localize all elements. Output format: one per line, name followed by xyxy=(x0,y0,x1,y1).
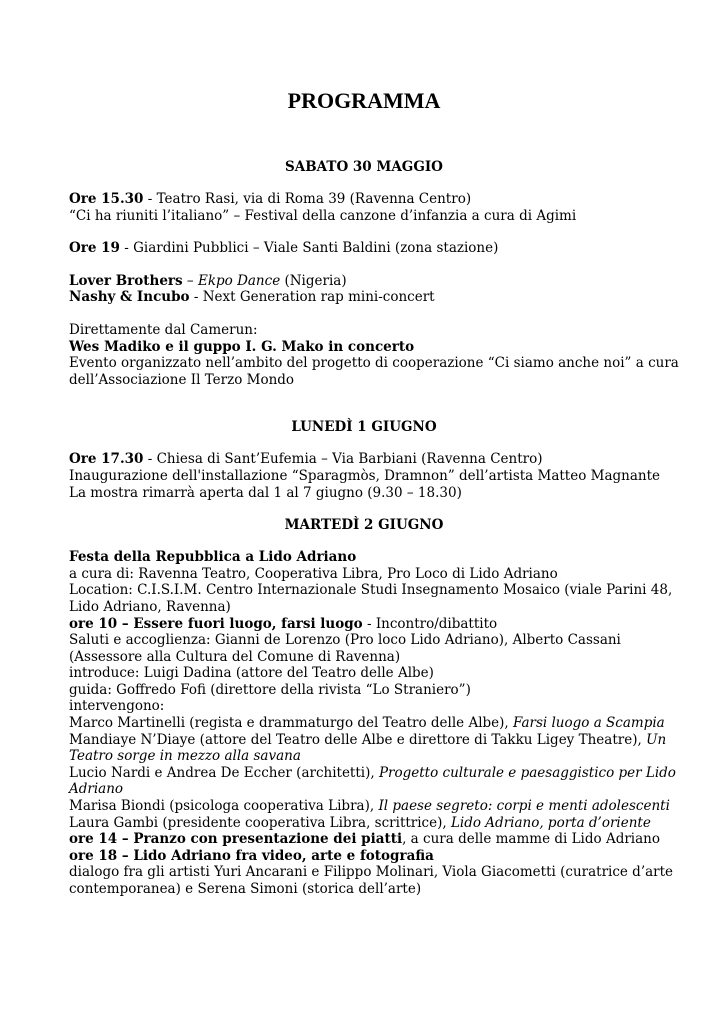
speaker-text: Marco Martinelli (regista e drammaturgo del Teatro delle Albe), xyxy=(69,715,513,732)
talk-title: Adriano xyxy=(69,781,124,798)
performer-description: - Next Generation rap mini-concert xyxy=(189,289,435,306)
talk-title: Lido Adriano, porta d’oriente xyxy=(450,814,651,831)
speaker-entry xyxy=(69,715,665,732)
event-time-place xyxy=(69,191,659,208)
talk-title: Farsi luogo a Scampia xyxy=(513,715,665,732)
camerun-description-line: dell’Associazione Il Terzo Mondo xyxy=(69,371,295,388)
speakers-line: (Assessore alla Cultura del Comune di Ravenna) xyxy=(69,648,401,665)
session-line xyxy=(69,848,659,865)
event-place: - Chiesa di Sant’Eufemia – Via Barbiani (Ravenna Centro) xyxy=(143,451,543,468)
programme-document xyxy=(69,88,679,898)
speaker-text: Laura Gambi (presidente cooperativa Libra, scrittrice), xyxy=(69,814,451,831)
session-line xyxy=(69,831,659,848)
speakers-line: intervengono: xyxy=(69,698,165,715)
day-heading-sabato: SABATO 30 MAGGIO xyxy=(285,159,443,175)
session-detail: , a cura delle mamme di Lido Adriano xyxy=(402,831,660,848)
speaker-text: Lucio Nardi e Andrea De Eccher (architetti), xyxy=(69,764,379,781)
event-time: Ore 15.30 xyxy=(69,191,144,207)
talk-title: Un xyxy=(646,731,667,748)
session-type: - Incontro/dibattito xyxy=(362,615,498,632)
event-time: Ore 19 xyxy=(69,240,120,257)
dialogue-line: contemporanea) e Serena Simoni (storica dell’arte) xyxy=(69,881,422,897)
event-time-place xyxy=(69,451,659,468)
performer-line xyxy=(69,289,659,306)
event-description: La mostra rimarrà aperta dal 1 al 7 giugno (9.30 – 18.30) xyxy=(69,484,462,501)
concert-title-text: Wes Madiko e il guppo I. G. Mako in concerto xyxy=(69,338,415,355)
location-line: Lido Adriano, Ravenna) xyxy=(69,598,231,615)
camerun-intro: Direttamente dal Camerun: xyxy=(69,321,258,338)
event-description: “Ci ha riuniti l’italiano” – Festival della canzone d’infanzia a cura di Agimi xyxy=(69,207,577,224)
location-line: Location: C.I.S.I.M. Centro Internazionale Studi Insegnamento Mosaico (viale Parini 48, xyxy=(69,582,673,599)
speakers-line: guida: Goffredo Fofi (direttore della rivista “Lo Straniero”) xyxy=(69,681,471,698)
session-title: ore 14 – Pranzo con presentazione dei piatti xyxy=(69,831,403,848)
session-title: ore 10 – Essere fuori luogo, farsi luogo xyxy=(69,615,363,632)
session-line xyxy=(69,616,659,633)
separator: – xyxy=(182,272,198,289)
speaker-entry xyxy=(69,798,670,815)
event-time: Ore 17.30 xyxy=(69,451,144,468)
festa-title-text: Festa della Repubblica a Lido Adriano xyxy=(69,549,357,566)
festa-title xyxy=(69,549,659,566)
speaker-entry xyxy=(69,815,659,832)
performer-name: Nashy & Incubo xyxy=(69,289,190,306)
performer-origin: (Nigeria) xyxy=(280,272,347,289)
event-description: Inaugurazione dell'installazione “Sparagmòs, Dramnon” dell’artista Matteo Magnante xyxy=(69,467,661,484)
day-heading-lunedi: LUNEDÌ 1 GIUGNO xyxy=(291,419,437,436)
talk-title: Il paese segreto: corpi e menti adolescenti xyxy=(378,798,670,815)
speaker-entry xyxy=(69,731,667,749)
concert-title xyxy=(69,339,659,356)
performer-name: Lover Brothers xyxy=(69,272,183,289)
performer-line xyxy=(69,273,659,290)
camerun-description-line: Evento organizzato nell’ambito del progetto di cooperazione “Ci siamo anche noi” a cura xyxy=(69,355,679,372)
speaker-text: Mandiaye N’Diaye (attore del Teatro delle Albe e direttore di Takku Ligey Theatre), xyxy=(69,731,647,748)
event-time-place xyxy=(69,240,659,257)
organizers-line: a cura di: Ravenna Teatro, Cooperativa Libra, Pro Loco di Lido Adriano xyxy=(69,565,558,582)
talk-title: Progetto culturale e paesaggistico per Lido xyxy=(378,764,676,781)
speaker-entry-continued xyxy=(69,748,659,765)
talk-title: Teatro sorge in mezzo alla savana xyxy=(69,748,301,765)
show-title: Ekpo Dance xyxy=(197,272,281,289)
speaker-entry xyxy=(69,764,676,782)
dialogue-line: dialogo fra gli artisti Yuri Ancarani e Filippo Molinari, Viola Giacometti (curatrice d’arte xyxy=(69,864,674,881)
session-title: ore 18 – Lido Adriano fra video, arte e fotografia xyxy=(69,847,434,864)
event-place: - Teatro Rasi, via di Roma 39 (Ravenna Centro) xyxy=(143,191,472,207)
speaker-text: Marisa Biondi (psicologa cooperativa Libra), xyxy=(69,798,379,815)
speaker-entry-continued xyxy=(69,781,659,798)
day-heading-martedi: MARTEDÌ 2 GIUGNO xyxy=(284,517,444,534)
speakers-line: Saluti e accoglienza: Gianni de Lorenzo (Pro loco Lido Adriano), Alberto Cassani xyxy=(69,632,621,649)
speakers-line: introduce: Luigi Dadina (attore del Teatro delle Albe) xyxy=(69,665,434,682)
event-place: - Giardini Pubblici – Viale Santi Baldini (zona stazione) xyxy=(119,240,499,257)
page-title: PROGRAMMA xyxy=(287,88,441,113)
